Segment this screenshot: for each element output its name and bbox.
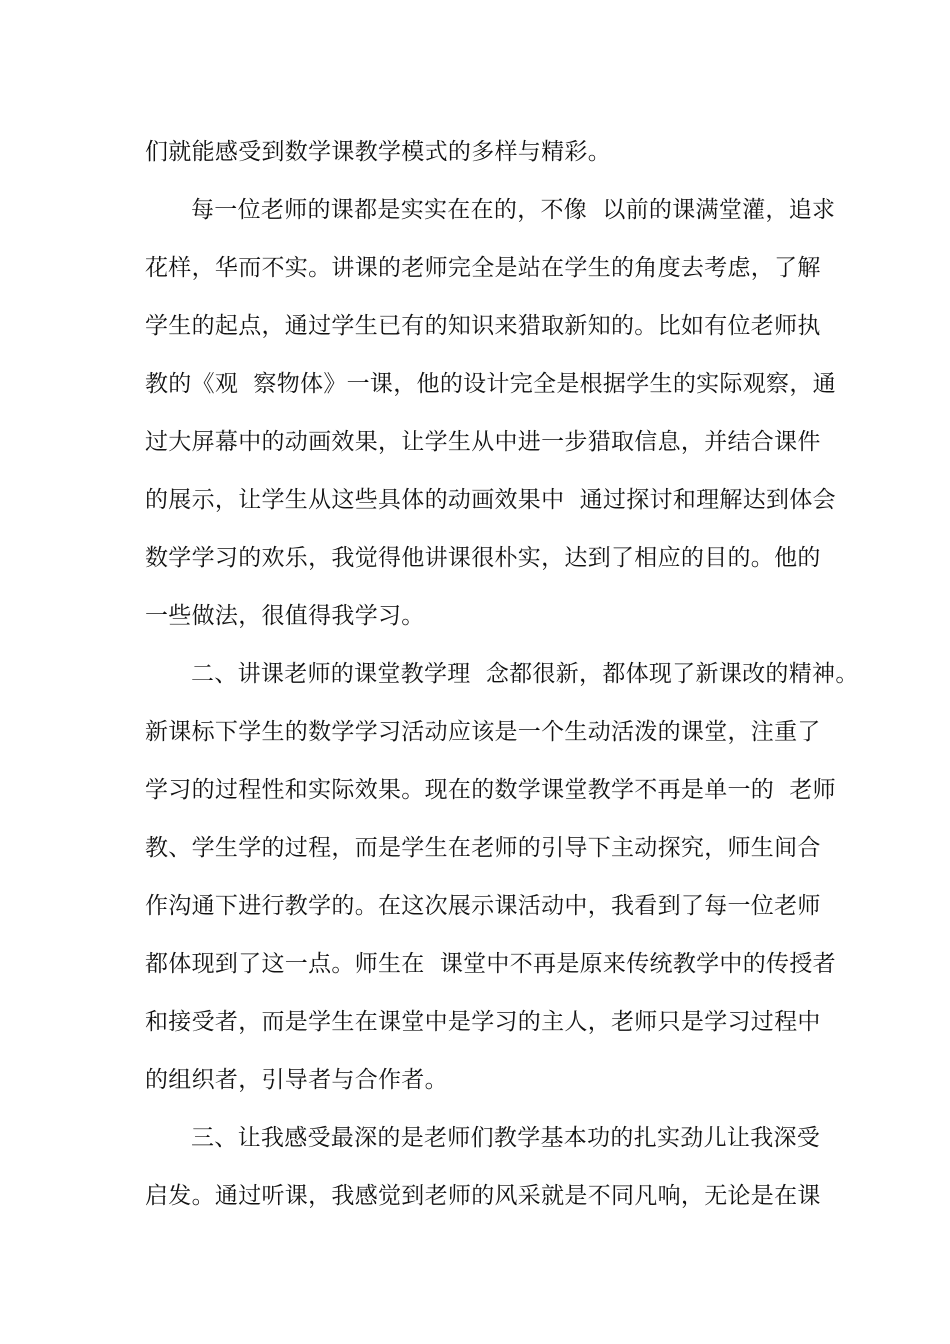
- text-line: 的组织者，引导者与合作者。: [145, 1067, 448, 1093]
- paragraph-first-line: 每一位老师的课都是实实在在的，不像 以前的课满堂灌，追求: [191, 197, 836, 223]
- paragraph-first-line: 三、让我感受最深的是老师们教学基本功的扎实劲儿让我深受: [191, 1125, 821, 1151]
- text-line: 作沟通下进行教学的。在这次展示课活动中，我看到了每一位老师: [145, 893, 821, 919]
- text-line: 过大屏幕中的动画效果，让学生从中进一步猎取信息，并结合课件: [145, 429, 821, 455]
- text-line: 学习的过程性和实际效果。现在的数学课堂教学不再是单一的 老师: [145, 777, 836, 803]
- text-line: 的展示，让学生从这些具体的动画效果中 通过探讨和理解达到体会: [145, 487, 836, 513]
- text-line: 花样，华而不实。讲课的老师完全是站在学生的角度去考虑，了解: [145, 255, 821, 281]
- text-line: 启发。通过听课，我感觉到老师的风采就是不同凡响，无论是在课: [145, 1183, 821, 1209]
- text-line: 都体现到了这一点。师生在 课堂中不再是原来传统教学中的传授者: [145, 951, 836, 977]
- text-line: 教的《观 察物体》一课，他的设计完全是根据学生的实际观察，通: [145, 371, 836, 397]
- text-line: 和接受者，而是学生在课堂中是学习的主人，老师只是学习过程中: [145, 1009, 821, 1035]
- text-line: 一些做法，很值得我学习。: [145, 603, 425, 629]
- paragraph-first-line: 二、讲课老师的课堂教学理 念都很新，都体现了新课改的精神。: [191, 661, 859, 687]
- text-line: 学生的起点，通过学生已有的知识来猎取新知的。比如有位老师执: [145, 313, 821, 339]
- text-line: 们就能感受到数学课教学模式的多样与精彩。: [145, 139, 611, 165]
- text-line: 数学学习的欢乐，我觉得他讲课很朴实，达到了相应的目的。他的: [145, 545, 821, 571]
- text-line: 教、学生学的过程，而是学生在老师的引导下主动探究，师生间合: [145, 835, 821, 861]
- text-line: 新课标下学生的数学学习活动应该是一个生动活泼的课堂，注重了: [145, 719, 821, 745]
